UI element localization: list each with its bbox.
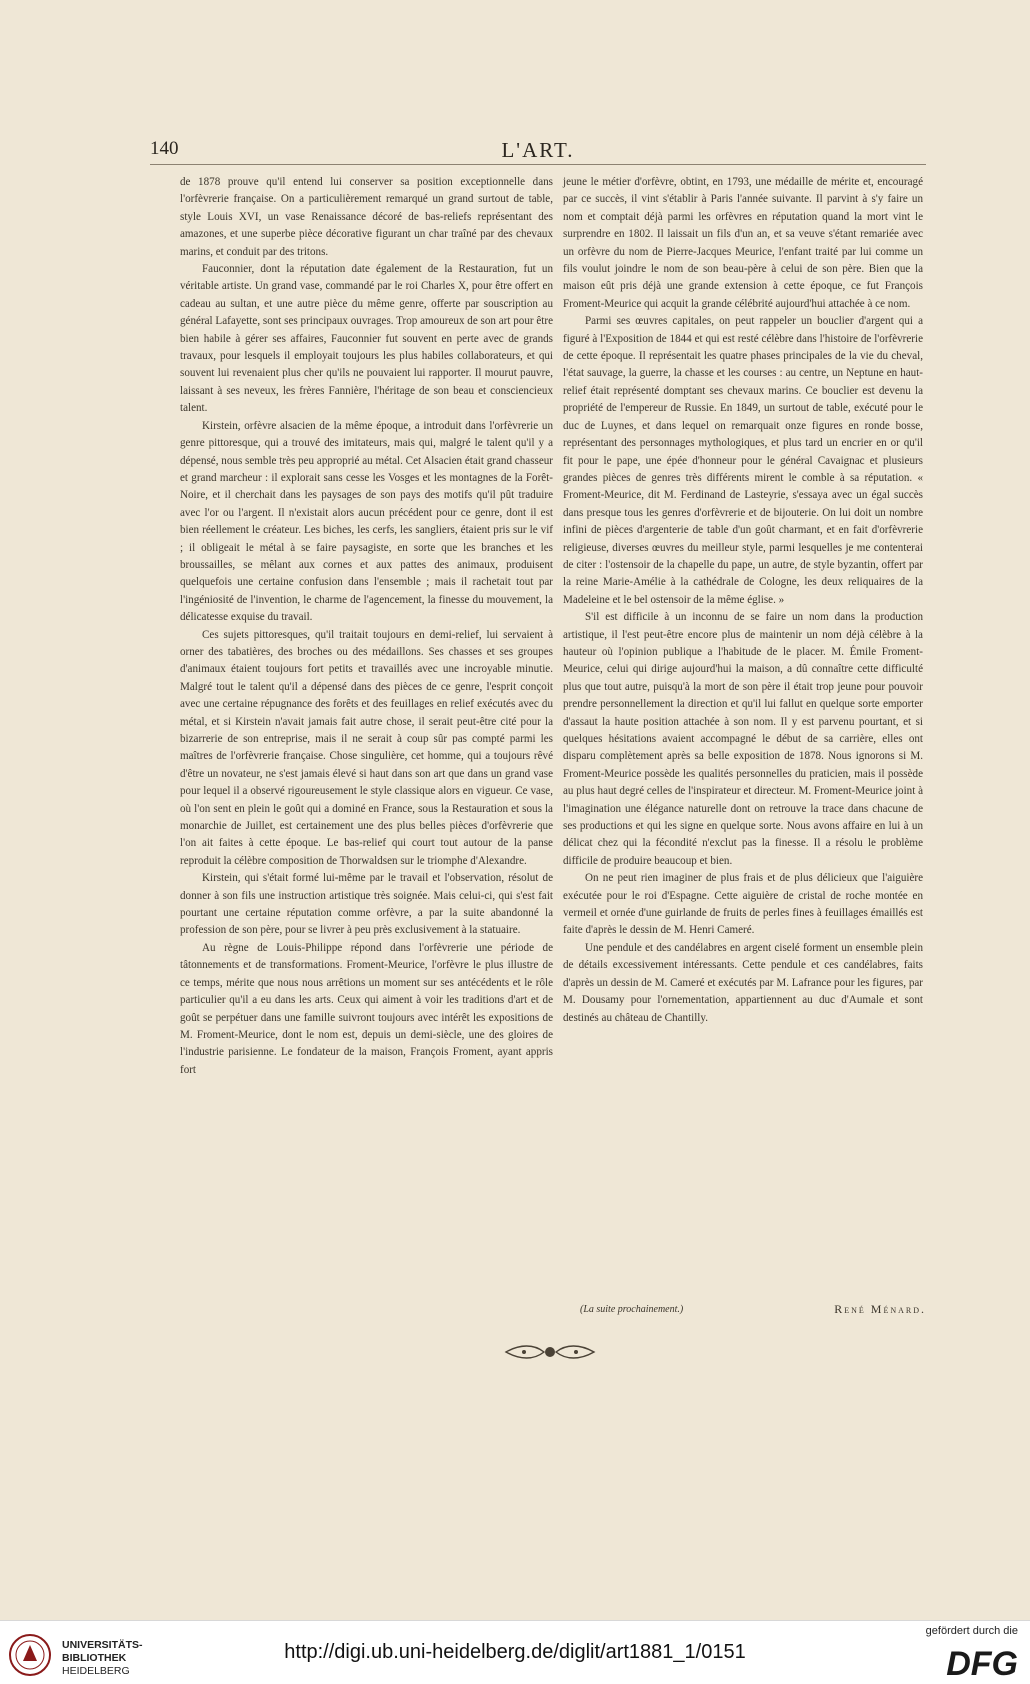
digitization-footer xyxy=(0,1620,1030,1684)
paragraph: Ces sujets pittoresques, qu'il traitait toujours en demi-relief, lui servaient à orner des tabatières, des broches ou des médaillons. Ses chasses et ses groupes d'animaux étaient toujours fort petits et travaillés avec une incroyable minutie. Malgré tout le talent qu'il a dépensé dans des pièces de ce genre, l'esprit conçoit avec une certaine répugnance des forêts et des feuillages en relief exécutés avec du métal, et si Kirstein n'avait jamais fait autre chose, il serait peut-être cité pour la bizarrerie de son entreprise, mais il ne serait à coup sûr pas compté parmi les maîtres de l'orfèvrerie française. Chose singulière, cet homme, qui a toujours rêvé d'être un novateur, ne s'est jamais élevé si haut dans son art que dans un grand vase pour lequel il a observé rigoureusement le style classique alors en vigueur. Ce vase, où l'on sent en plein le goût qui a dominé en France, sous la Restauration et sous la monarchie de Juillet, est certainement une des plus belles pièces d'orfèvrerie que l'on ait faites à cette époque. Le bas-relief qui court tout autour de la panse reproduit la célèbre composition de Thorwaldsen sur le triomphe d'Alexandre. xyxy=(180,628,553,867)
page-number: 140 xyxy=(150,138,179,159)
right-column xyxy=(563,174,923,1027)
funder-block[interactable] xyxy=(894,1625,1018,1681)
institution-line-2: BIBLIOTHEK xyxy=(62,1652,127,1664)
dfg-logo-text: DFG xyxy=(946,1645,1018,1679)
paragraph: Au règne de Louis-Philippe répond dans l'orfèvrerie une période de tâtonnements et de transformations. Froment-Meurice, l'orfèvre le plus illustre de ce temps, mérite que nous nous arrêtions un moment sur ses antécédents et le rôle particulier qu'il a eu dans les arts. Ceux qui aiment à voir les traditions d'art et de goût se perpétuer dans une famille suivront toujours avec intérêt les expositions de M. Froment-Meurice, dont le nom est, depuis un demi-siècle, une des gloires de l'industrie parisienne. Le fondateur de la maison, François Froment, ayant appris fort xyxy=(180,941,553,1076)
signature-line xyxy=(580,1302,926,1320)
paragraph: On ne peut rien imaginer de plus frais et de plus délicieux que l'aiguière exécutée pour le roi d'Espagne. Cette aiguière de cristal de roche montée en vermeil et ornée d'une guirlande de fruits de perles fines à feuillages émaillés est faite d'après le dessin de M. Henri Cameré. xyxy=(563,872,923,937)
paragraph: Parmi ses œuvres capitales, on peut rappeler un bouclier d'argent qui a figuré à l'Exposition de 1844 et qui est resté célèbre dans l'histoire de l'orfèvrerie de cette époque. Il représentait les quatre phases principales de la vie du cheval, l'état sauvage, la guerre, la chasse et les courses : au centre, un Neptune en haut-relief était représenté domptant ses chevaux marins. Ce bouclier est devenu la propriété de l'empereur de Russie. En 1849, un surtout de table, exécuté pour le duc de Luynes, et dans lequel on remarquait onze figures en ronde bosse, représentant des personnages mythologiques, et plus tard un encrier en or qu'il fit pour le pape, une épée d'honneur pour le général Cavaignac et plusieurs grandes pièces de genres très différents mirent le comble à sa réputation. « Froment-Meurice, dit M. Ferdinand de Lasteyrie, s'essaya avec un égal succès dans presque tous les genres d'orfèvrerie et de bijouterie. On lui doit un nombre infini de pièces d'argenterie de table d'un goût charmant, et en fait d'orfèvrerie religieuse, diverses œuvres du meilleur style, parmi lesquelles je me contenterai de citer : l'ostensoir de la chapelle du pape, un autre, de style byzantin, offert par la reine Marie-Amélie à la cathédrale de Cologne, les deux reliquaires de la Madeleine et le bel ostensoir de la même église. » xyxy=(563,315,923,606)
paragraph: Kirstein, orfèvre alsacien de la même époque, a introduit dans l'orfèvrerie un genre pittoresque, qui a trouvé des imitateurs, mais qui, malgré le talent qu'il y a dépensé, nous semble très peu approprié au métal. Cet Alsacien était grand chasseur et grand marcheur : il explorait sans cesse les Vosges et les montagnes de la Forêt-Noire, et il cherchait dans les paysages de son pays des motifs qu'il pût traduire avec l'or ou l'argent. Il n'existait alors aucun précédent pour ce genre, dont il est bien réellement le créateur. Les biches, les cerfs, les sangliers, étaient pris sur le vif ; il obligeait le métal à se faire paysagiste, en sorte que les branches et les broussailles, se mêlant aux cornes et aux pattes des animaux, produisent quelquefois une certaine confusion dans l'ensemble ; mais il rachetait tout par l'ingéniosité de l'invention, le charme de l'agencement, la finesse du mouvement, la délicatesse exquise du travail. xyxy=(180,419,553,624)
paragraph: jeune le métier d'orfèvre, obtint, en 1793, une médaille de mérite et, encouragé par ce succès, il vint s'établir à Paris l'année suivante. Il parvint à s'y faire un nom et comptait déjà parmi les orfèvres en réputation quand la mort vint le surprendre en 1802. Il laissait un fils d'un an, et sa veuve s'étant remariée avec un orfèvre du nom de Pierre-Jacques Meurice, l'enfant traité par lui comme un fils voulut joindre le nom de son beau-père à celui de son père. Bien que la maison eût pris déjà une grande extension à cette époque, ce fut François Froment-Meurice qui acquit la grande célébrité aujourd'hui attachée à ce nom. xyxy=(563,176,923,310)
running-title: L'ART. xyxy=(501,138,575,162)
permalink-url[interactable]: http://digi.ub.uni-heidelberg.de/diglit/art1881_1/0151 xyxy=(284,1641,746,1663)
paragraph: Une pendule et des candélabres en argent ciselé forment un ensemble plein de détails excessivement intéressants. Cette pendule et ces candélabres, faits d'après un dessin de M. Cameré et exécutés par M. Lafrance pour les figures, par M. Dousamy pour l'ornementation, appartiennent au duc d'Aumale et sont destinés au château de Chantilly. xyxy=(563,941,923,1024)
paragraph: de 1878 prouve qu'il entend lui conserver sa position exceptionnelle dans l'orfèvrerie française. On a particulièrement remarqué un grand surtout de table, style Louis XVI, un vase Renaissance décoré de bas-reliefs représentant des amazones, et une superbe pièce décorative figurant un char traîné par des chevaux marins, et conduit par des tritons. xyxy=(180,176,553,258)
continuation-note: (La suite prochainement.) xyxy=(580,1304,684,1315)
paragraph: S'il est difficile à un inconnu de se faire un nom dans la production artistique, il l'est peut-être encore plus de maintenir un nom déjà célèbre à la hauteur où l'opinion publique a l'habitude de le placer. M. Émile Froment-Meurice, celui qui dirige aujourd'hui la maison, a dû connaître cette difficulté plus que tout autre, puisqu'à la mort de son père il était trop jeune pour pouvoir prendre personnellement la direction et qu'il lui fallut en quelque sorte emporter d'assaut la haute position attachée à son nom. Il y est parvenu pourtant, et si quelques hésitations avaient accompagné le début de sa carrière, elles ont disparu complètement après sa belle exposition de 1878. Nous ignorons si M. Froment-Meurice possède les qualités personnelles du praticien, mais il possède au plus haut degré celles de l'inspirateur et directeur. M. Froment-Meurice joint à l'imagination une élégance naturelle dont on retrouve la trace dans chacune de ses productions et qui les signe en quelque sorte. Nous avons affaire en lui à un délicat chez qui la fécondité n'exclut pas la finesse. Il a résolu le problème difficile de produire beaucoup et bien. xyxy=(563,611,923,867)
institution-line-1: UNIVERSITÄTS- xyxy=(62,1639,143,1651)
author-signature: René Ménard. xyxy=(834,1302,926,1316)
header-rule xyxy=(150,164,926,165)
dfg-logo-icon xyxy=(918,1645,1018,1679)
fleuron-ornament-icon xyxy=(500,1340,600,1364)
left-column xyxy=(180,174,553,1079)
paragraph: Fauconnier, dont la réputation date également de la Restauration, fut un véritable artiste. Un grand vase, commandé par le roi Charles X, pour être offert en cadeau au sultan, et une autre pièce du même genre, offerte par souscription au général Lafayette, sont ses principaux ouvrages. Trop amoureux de son art pour être bien habile à gérer ses affaires, Fauconnier fut souvent en perte avec de grands travaux, pour lesquels il employait toujours les plus habiles collaborateurs, et qui souvent lui revenaient plus cher qu'ils ne pouvaient lui rapporter. Il mourut pauvre, laissant à ses neveux, les frères Fannière, l'héritage de son beau et consciencieux talent. xyxy=(180,263,553,415)
funding-caption: gefördert durch die xyxy=(925,1625,1018,1637)
paragraph: Kirstein, qui s'était formé lui-même par le travail et l'observation, résolut de donner à son fils une instruction artistique très soignée. Mais celui-ci, qui s'est fait pourtant une certaine réputation comme orfèvre, a par la suite abandonné la profession de son père, pour se livrer à peu près exclusivement à la statuaire. xyxy=(180,872,553,937)
institution-line-3: HEIDELBERG xyxy=(62,1665,130,1677)
page-header xyxy=(150,138,926,164)
